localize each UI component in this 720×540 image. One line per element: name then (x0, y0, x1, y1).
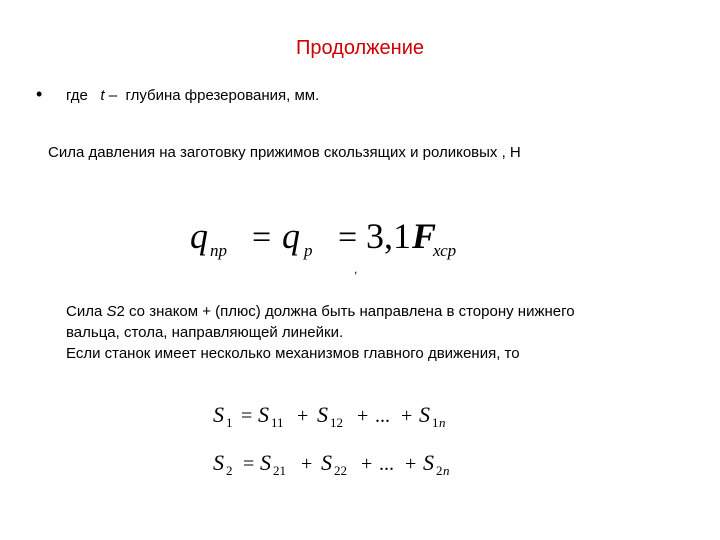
svg-text:11: 11 (271, 415, 284, 430)
bullet-dash: – (108, 87, 118, 104)
svg-text:S: S (260, 450, 271, 475)
svg-text:1: 1 (226, 415, 233, 430)
paragraph-line-3: Если станок имеет несколько механизмов главного движения, то (66, 345, 520, 362)
bullet-symbol: t (100, 87, 105, 104)
svg-text:n: n (443, 463, 450, 478)
svg-text:S: S (321, 450, 332, 475)
svg-text:=: = (241, 405, 253, 427)
svg-text:22: 22 (334, 463, 347, 478)
svg-text:=: = (243, 453, 255, 475)
formula-q-subscript: пр (210, 241, 227, 260)
bullet-text: глубина фрезерования, мм. (125, 87, 320, 104)
svg-text:...: ... (379, 453, 394, 475)
svg-text:12: 12 (330, 415, 343, 430)
equation-s2 (213, 446, 513, 478)
svg-text:S: S (423, 450, 434, 475)
formula-F-symbol: F (412, 216, 437, 256)
formula-comma: , (354, 262, 358, 276)
svg-text:n: n (439, 415, 446, 430)
paragraph-line-1: Сила S2 со знаком + (плюс) должна быть направлена в сторону нижнего (66, 303, 575, 320)
formula-q2-subscript: р (304, 241, 313, 260)
svg-text:S: S (258, 402, 269, 427)
svg-text:+: + (357, 405, 369, 427)
page-title: Продолжение (295, 37, 425, 59)
svg-text:2: 2 (436, 463, 443, 478)
formula-q2-symbol: q (282, 216, 300, 256)
paragraph-line-2: вальца, стола, направляющей линейки. (66, 324, 344, 341)
formula-q-symbol: q (190, 216, 208, 256)
formula-equals-1: = (252, 219, 272, 256)
svg-text:+: + (361, 453, 373, 475)
bullet-prefix: где (66, 87, 88, 104)
svg-text:S: S (317, 402, 328, 427)
svg-text:+: + (297, 405, 309, 427)
bullet-dot-icon: • (36, 84, 43, 104)
equation-s1 (213, 398, 513, 430)
svg-text:...: ... (375, 405, 390, 427)
svg-text:S: S (213, 450, 224, 475)
formula-pressure (190, 208, 510, 268)
svg-text:+: + (401, 405, 413, 427)
paragraph-pressure: Сила давления на заготовку прижимов скользящих и роликовых , Н (48, 144, 521, 161)
bullet-item (36, 84, 319, 105)
svg-text:21: 21 (273, 463, 286, 478)
formula-equals-2: = (338, 219, 358, 256)
force-symbol: S (106, 303, 117, 320)
svg-text:+: + (405, 453, 417, 475)
svg-text:S: S (419, 402, 430, 427)
svg-text:+: + (301, 453, 313, 475)
formula-F-subscript: хср (433, 241, 457, 260)
svg-text:S: S (213, 402, 224, 427)
paragraph-force-direction (66, 301, 706, 364)
svg-text:2: 2 (226, 463, 233, 478)
formula-coefficient: 3,1 (366, 216, 411, 256)
svg-text:1: 1 (432, 415, 439, 430)
